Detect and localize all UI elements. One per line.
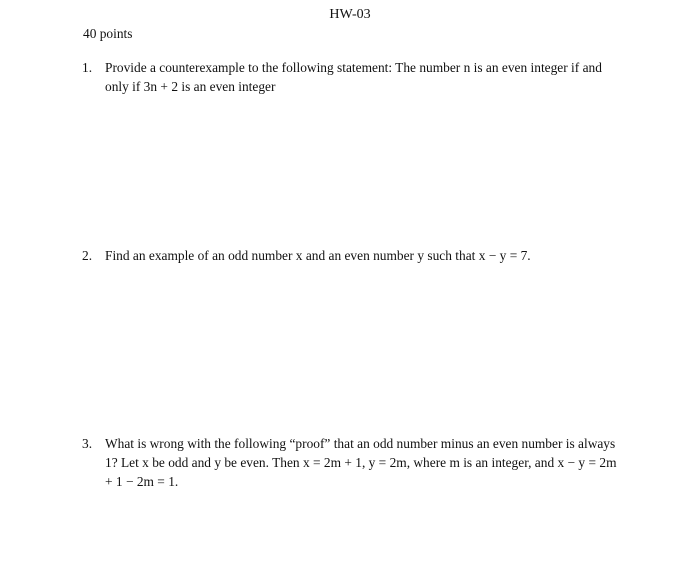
question-2 [82, 246, 622, 265]
question-number: 1. [82, 60, 93, 75]
page-title: HW-03 [329, 7, 371, 22]
question-number: 2. [82, 248, 93, 263]
question-text: Find an example of an odd number x and an even number y such that x − y = 7. [105, 248, 531, 263]
question-1 [82, 58, 622, 96]
question-number: 3. [82, 436, 93, 451]
question-3 [82, 434, 622, 491]
question-text: What is wrong with the following “proof” that an odd number minus an even number is always 1? Let x be odd and y be even. Then x = 2m + 1, y = 2m, where m is an integer, and x − y = 2m + 1 − 2m = 1. [105, 436, 617, 489]
points-label: 40 points [83, 26, 133, 41]
question-text: Provide a counterexample to the following statement: The number n is an even integer if and only if 3n + 2 is an even integer [105, 60, 602, 94]
